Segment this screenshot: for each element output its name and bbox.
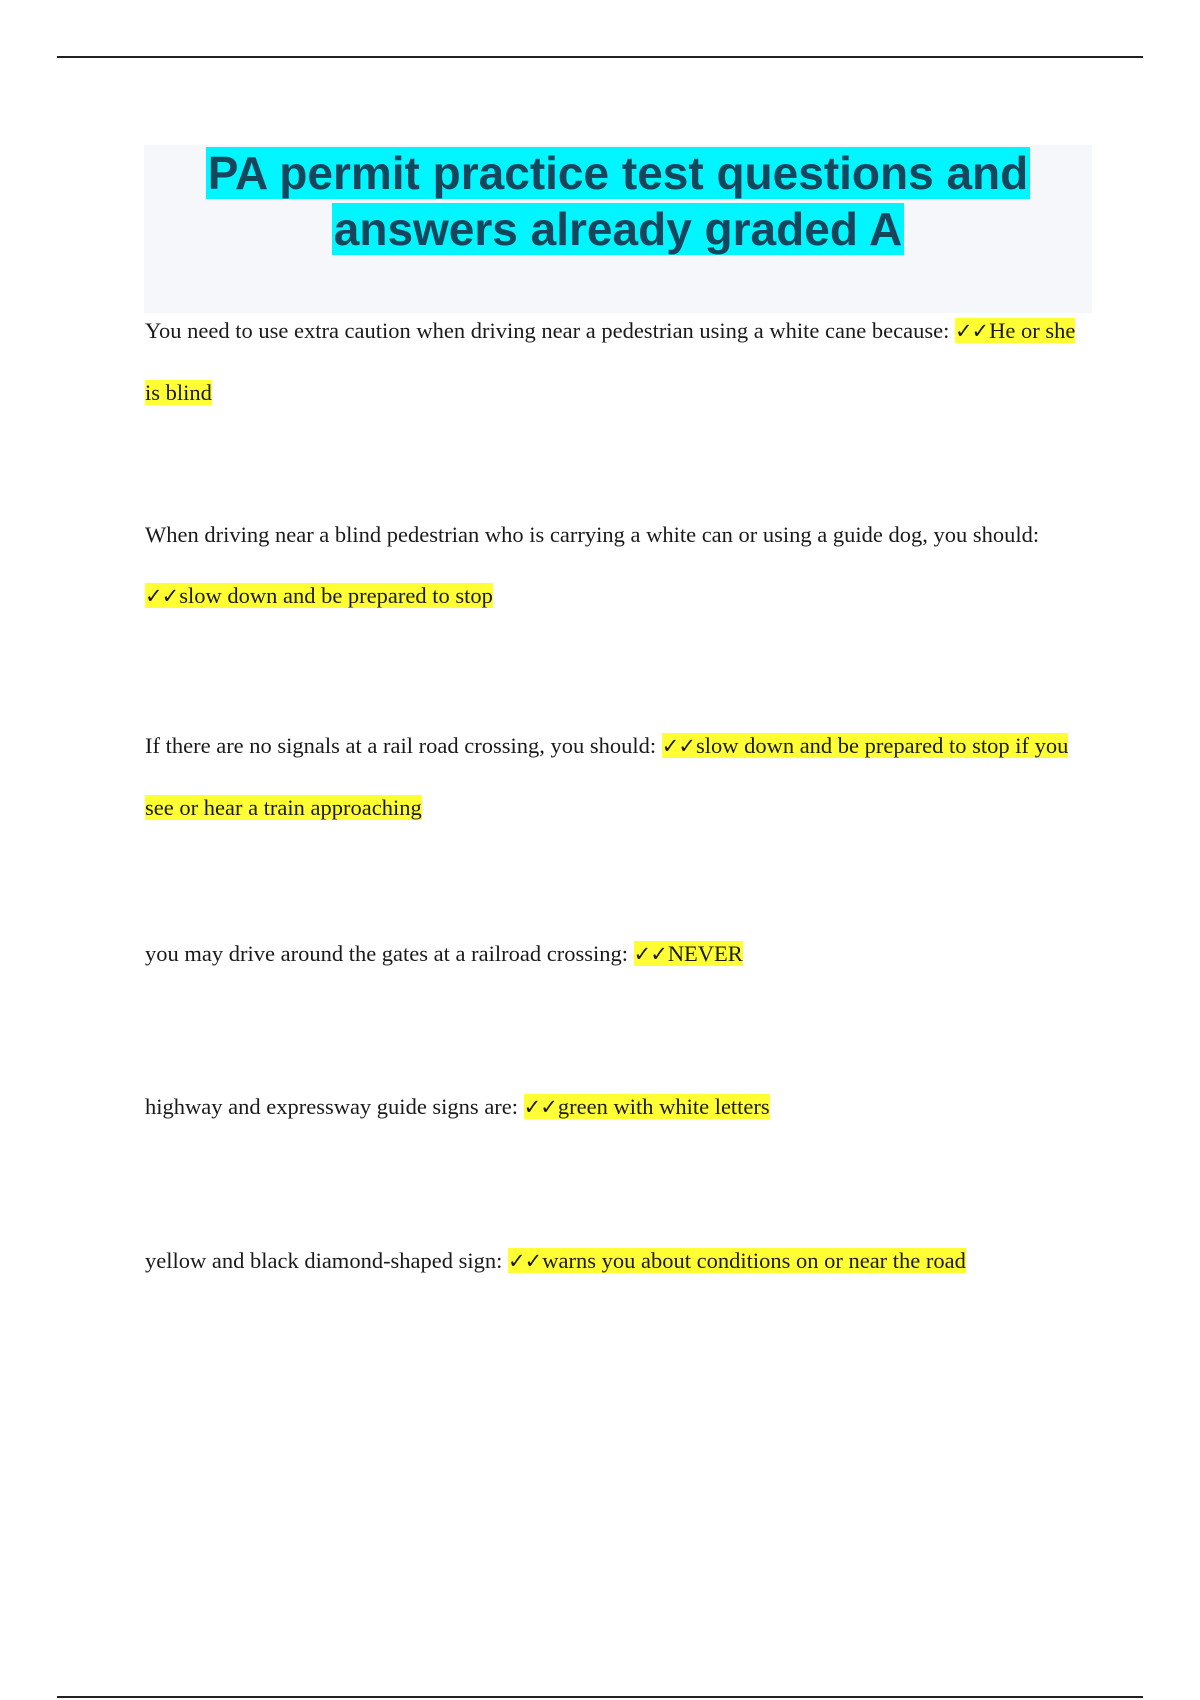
- question-text: highway and expressway guide signs are:: [145, 1094, 519, 1119]
- answer-highlight: [524, 1094, 770, 1119]
- bottom-rule: [57, 1696, 1143, 1698]
- double-check-icon: ✓✓: [633, 942, 667, 966]
- document-title: [144, 145, 1092, 257]
- double-check-icon: ✓✓: [523, 1095, 557, 1119]
- title-block: [144, 145, 1092, 313]
- double-check-icon: ✓✓: [661, 734, 695, 758]
- qa-item-4: [145, 923, 1090, 985]
- double-check-icon: ✓✓: [145, 584, 179, 608]
- question-text: You need to use extra caution when driving near a pedestrian using a white cane because:: [145, 318, 950, 343]
- document-title-text: PA permit practice test questions and answers already graded A: [207, 147, 1029, 255]
- answer-highlight: [508, 1248, 966, 1273]
- answer-text: slow down and be prepared to stop: [179, 583, 493, 608]
- answer-highlight: [634, 941, 743, 966]
- answer-text: slow down and be prepared to stop if you see or hear a train approaching: [145, 733, 1069, 820]
- question-text: yellow and black diamond-shaped sign:: [145, 1248, 503, 1273]
- answer-highlight: [145, 583, 493, 608]
- answer-text: warns you about conditions on or near the road: [542, 1248, 966, 1273]
- question-text: you may drive around the gates at a railroad crossing:: [145, 941, 628, 966]
- double-check-icon: ✓✓: [508, 1249, 542, 1273]
- question-text: If there are no signals at a rail road crossing, you should:: [145, 733, 657, 758]
- question-text: When driving near a blind pedestrian who is carrying a white can or using a guide dog, you should:: [145, 522, 1040, 547]
- qa-item-6: [145, 1230, 1090, 1292]
- qa-item-1: [145, 300, 1090, 423]
- answer-text: NEVER: [667, 941, 743, 966]
- answer-text: He or she is blind: [145, 318, 1076, 405]
- qa-item-2: [145, 504, 1090, 627]
- double-check-icon: ✓✓: [954, 319, 989, 343]
- qa-item-3: [145, 715, 1090, 838]
- top-rule: [57, 56, 1143, 58]
- answer-text: green with white letters: [557, 1094, 770, 1119]
- qa-item-5: [145, 1076, 1090, 1138]
